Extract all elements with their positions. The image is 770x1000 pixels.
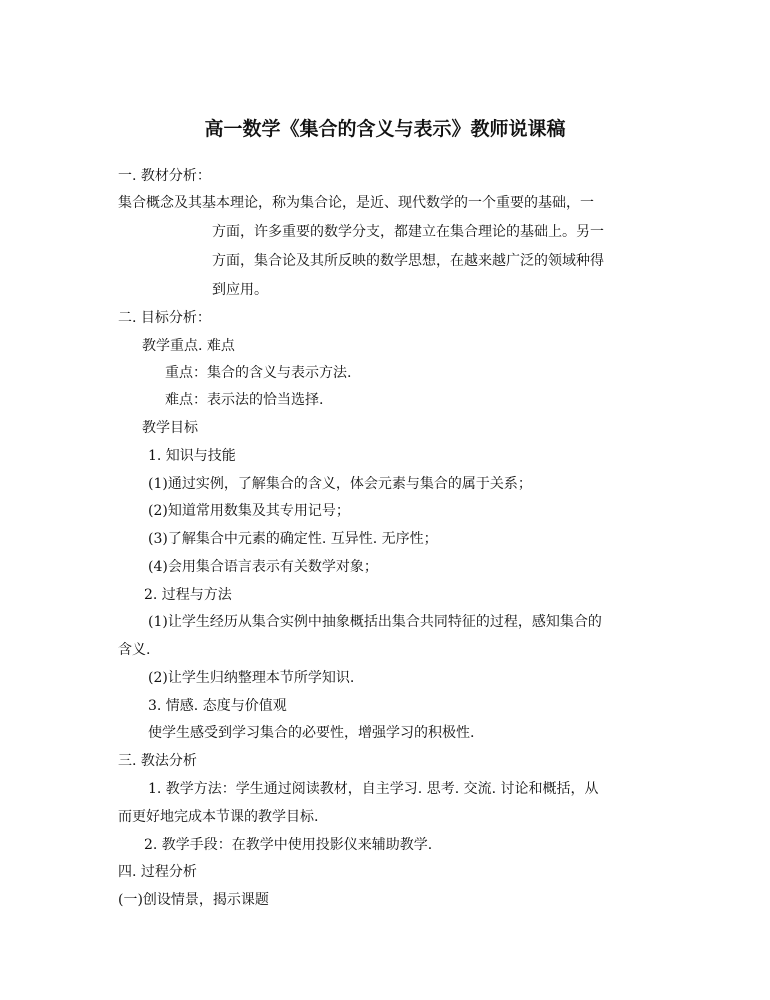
list-item: (3)了解集合中元素的确定性. 互异性. 无序性； <box>148 531 438 547</box>
paragraph-line: 集合概念及其基本理论，称为集合论，是近、现代数学的一个重要的基础，一 <box>118 195 594 211</box>
paragraph-line: 到应用。 <box>212 282 268 298</box>
list-item: (1)通过实例，了解集合的含义，体会元素与集合的属于关系； <box>148 476 532 492</box>
subheading: 教学目标 <box>142 420 198 436</box>
list-item: 难点：表示法的恰当选择. <box>165 392 324 408</box>
list-item: 1. 教学方法：学生通过阅读教材，自主学习. 思考. 交流. 讨论和概括，从 <box>148 781 599 797</box>
subheading: (一)创设情景，揭示课题 <box>118 892 269 908</box>
section-heading-2: 二. 目标分析： <box>118 310 211 326</box>
paragraph-line: 而更好地完成本节课的教学目标. <box>118 809 319 825</box>
list-item: 1. 知识与技能 <box>148 448 236 464</box>
section-heading-4: 四. 过程分析 <box>118 864 197 880</box>
section-heading-3: 三. 教法分析 <box>118 753 197 769</box>
paragraph-line: 使学生感受到学习集合的必要性，增强学习的积极性. <box>148 725 475 741</box>
list-item: 2. 教学手段：在教学中使用投影仪来辅助教学. <box>144 837 433 853</box>
list-item: (4)会用集合语言表示有关数学对象； <box>148 559 378 575</box>
paragraph-line: 方面，集合论及其所反映的数学思想，在越来越广泛的领域种得 <box>212 253 604 269</box>
section-heading-1: 一. 教材分析： <box>118 168 211 184</box>
list-item: 3. 情感. 态度与价值观 <box>148 698 287 714</box>
list-item: 重点：集合的含义与表示方法. <box>165 365 352 381</box>
paragraph-line: 含义. <box>118 642 151 658</box>
list-item: (2)知道常用数集及其专用记号； <box>148 503 350 519</box>
document-title: 高一数学《集合的含义与表示》教师说课稿 <box>204 118 566 140</box>
list-item: (1)让学生经历从集合实例中抽象概括出集合共同特征的过程，感知集合的 <box>148 614 602 630</box>
list-item: (2)让学生归纳整理本节所学知识. <box>148 670 355 686</box>
paragraph-line: 方面，许多重要的数学分支，都建立在集合理论的基础上。另一 <box>212 224 604 240</box>
list-item: 2. 过程与方法 <box>144 587 232 603</box>
subheading: 教学重点. 难点 <box>142 338 235 354</box>
